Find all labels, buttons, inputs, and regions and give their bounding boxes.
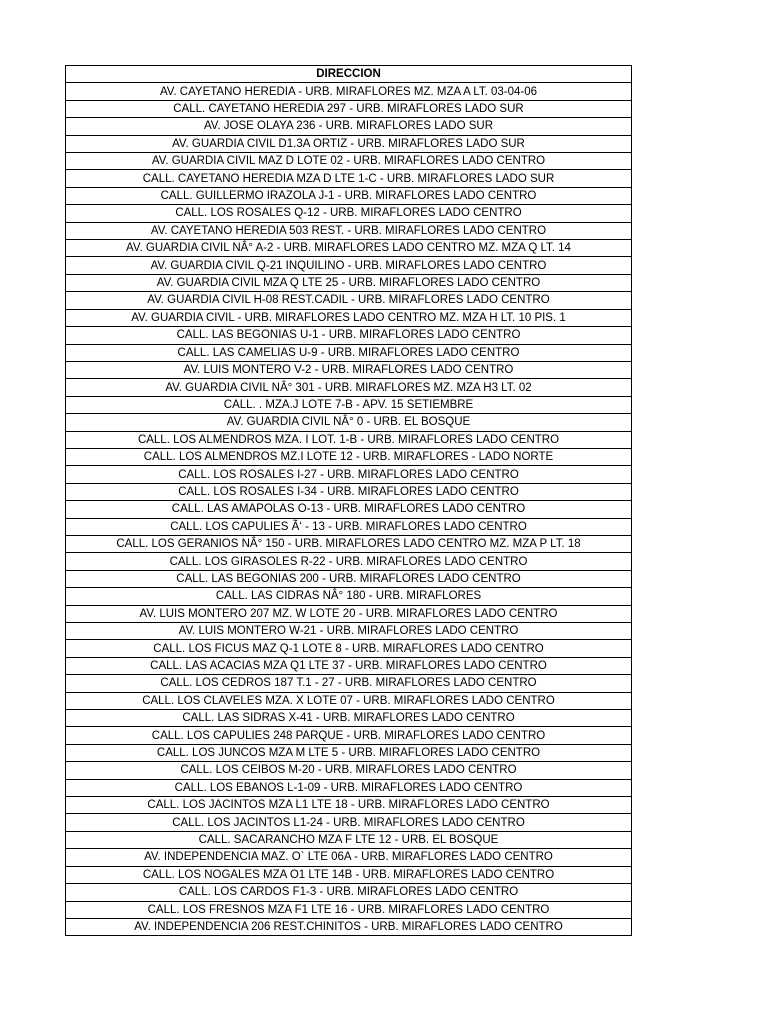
table-row [66,222,632,239]
address-cell: CALL. LOS JUNCOS MZA M LTE 5 - URB. MIRAFLORES LADO CENTRO [66,744,632,761]
table-row [66,605,632,622]
address-cell: AV. GUARDIA CIVIL - URB. MIRAFLORES LADO CENTRO MZ. MZA H LT. 10 PIS. 1 [66,309,632,326]
table-row [66,292,632,309]
table-row [66,501,632,518]
table-row [66,866,632,883]
address-cell: AV. JOSE OLAYA 236 - URB. MIRAFLORES LADO SUR [66,118,632,135]
table-row [66,466,632,483]
table-row [66,814,632,831]
table-row [66,153,632,170]
table-row [66,535,632,552]
table-row [66,361,632,378]
table-row [66,779,632,796]
table-row [66,744,632,761]
address-cell: CALL. LOS CEDROS 187 T.1 - 27 - URB. MIRAFLORES LADO CENTRO [66,675,632,692]
table-row [66,518,632,535]
address-cell: CALL. LOS CAPULIES Ã‘ - 13 - URB. MIRAFLORES LADO CENTRO [66,518,632,535]
table-row [66,205,632,222]
address-cell: AV. INDEPENDENCIA 206 REST.CHINITOS - URB. MIRAFLORES LADO CENTRO [66,918,632,935]
table-row [66,588,632,605]
address-cell: AV. LUIS MONTERO V-2 - URB. MIRAFLORES LADO CENTRO [66,361,632,378]
address-cell: AV. GUARDIA CIVIL NÂ° 301 - URB. MIRAFLORES MZ. MZA H3 LT. 02 [66,379,632,396]
address-cell: CALL. LOS ALMENDROS MZ.I LOTE 12 - URB. MIRAFLORES - LADO NORTE [66,448,632,465]
table-row [66,884,632,901]
table-row [66,710,632,727]
address-table-body [66,66,632,936]
address-cell: AV. CAYETANO HEREDIA - URB. MIRAFLORES MZ. MZA A LT. 03-04-06 [66,83,632,100]
table-row [66,692,632,709]
table-row [66,918,632,935]
table-row [66,831,632,848]
table-row [66,623,632,640]
address-cell: AV. GUARDIA CIVIL MZA Q LTE 25 - URB. MIRAFLORES LADO CENTRO [66,274,632,291]
table-row [66,187,632,204]
table-row [66,640,632,657]
table-row [66,327,632,344]
table-row [66,448,632,465]
address-cell: AV. GUARDIA CIVIL H-08 REST.CADIL - URB. MIRAFLORES LADO CENTRO [66,292,632,309]
table-row [66,553,632,570]
address-cell: AV. GUARDIA CIVIL MAZ D LOTE 02 - URB. MIRAFLORES LADO CENTRO [66,153,632,170]
address-cell: CALL. LOS CLAVELES MZA. X LOTE 07 - URB. MIRAFLORES LADO CENTRO [66,692,632,709]
address-cell: CALL. LAS AMAPOLAS O-13 - URB. MIRAFLORES LADO CENTRO [66,501,632,518]
address-cell: CALL. LOS NOGALES MZA O1 LTE 14B - URB. MIRAFLORES LADO CENTRO [66,866,632,883]
table-row [66,483,632,500]
table-row [66,901,632,918]
address-cell: CALL. . MZA.J LOTE 7-B - APV. 15 SETIEMBRE [66,396,632,413]
address-cell: CALL. LOS ROSALES I-27 - URB. MIRAFLORES LADO CENTRO [66,466,632,483]
table-row [66,657,632,674]
table-row [66,240,632,257]
address-cell: CALL. LOS JACINTOS MZA L1 LTE 18 - URB. MIRAFLORES LADO CENTRO [66,797,632,814]
address-cell: CALL. LOS GIRASOLES R-22 - URB. MIRAFLORES LADO CENTRO [66,553,632,570]
address-cell: AV. GUARDIA CIVIL NÂ° 0 - URB. EL BOSQUE [66,414,632,431]
address-cell: CALL. LAS ACACIAS MZA Q1 LTE 37 - URB. MIRAFLORES LADO CENTRO [66,657,632,674]
table-row [66,118,632,135]
address-cell: CALL. LOS CARDOS F1-3 - URB. MIRAFLORES LADO CENTRO [66,884,632,901]
table-row [66,100,632,117]
address-cell: CALL. LAS BEGONIAS 200 - URB. MIRAFLORES LADO CENTRO [66,570,632,587]
address-cell: CALL. LOS CEIBOS M-20 - URB. MIRAFLORES LADO CENTRO [66,762,632,779]
address-cell: CALL. LOS FICUS MAZ Q-1 LOTE 8 - URB. MIRAFLORES LADO CENTRO [66,640,632,657]
column-header-direccion: DIRECCION [66,66,632,83]
address-cell: CALL. LOS ALMENDROS MZA. I LOT. 1-B - URB. MIRAFLORES LADO CENTRO [66,431,632,448]
address-cell: CALL. LOS ROSALES I-34 - URB. MIRAFLORES LADO CENTRO [66,483,632,500]
table-row [66,309,632,326]
address-sheet [65,65,632,936]
address-cell: AV. GUARDIA CIVIL Q-21 INQUILINO - URB. MIRAFLORES LADO CENTRO [66,257,632,274]
address-cell: AV. GUARDIA CIVIL NÂ° A-2 - URB. MIRAFLORES LADO CENTRO MZ. MZA Q LT. 14 [66,240,632,257]
table-row [66,414,632,431]
table-row [66,83,632,100]
table-row [66,170,632,187]
table-row [66,257,632,274]
table-row [66,727,632,744]
table-header-row [66,66,632,83]
table-row [66,344,632,361]
address-cell: CALL. SACARANCHO MZA F LTE 12 - URB. EL BOSQUE [66,831,632,848]
address-cell: AV. LUIS MONTERO 207 MZ. W LOTE 20 - URB. MIRAFLORES LADO CENTRO [66,605,632,622]
address-cell: CALL. LOS GERANIOS NÂ° 150 - URB. MIRAFLORES LADO CENTRO MZ. MZA P LT. 18 [66,535,632,552]
address-cell: CALL. LAS CAMELIAS U-9 - URB. MIRAFLORES LADO CENTRO [66,344,632,361]
address-cell: CALL. GUILLERMO IRAZOLA J-1 - URB. MIRAFLORES LADO CENTRO [66,187,632,204]
table-row [66,849,632,866]
address-cell: CALL. LOS CAPULIES 248 PARQUE - URB. MIRAFLORES LADO CENTRO [66,727,632,744]
address-cell: AV. LUIS MONTERO W-21 - URB. MIRAFLORES LADO CENTRO [66,623,632,640]
address-cell: CALL. LAS BEGONIAS U-1 - URB. MIRAFLORES LADO CENTRO [66,327,632,344]
address-cell: CALL. LOS JACINTOS L1-24 - URB. MIRAFLORES LADO CENTRO [66,814,632,831]
address-cell: AV. GUARDIA CIVIL D1.3A ORTIZ - URB. MIRAFLORES LADO SUR [66,135,632,152]
table-row [66,274,632,291]
table-row [66,675,632,692]
address-cell: AV. INDEPENDENCIA MAZ. O` LTE 06A - URB. MIRAFLORES LADO CENTRO [66,849,632,866]
table-row [66,135,632,152]
table-row [66,379,632,396]
address-cell: CALL. CAYETANO HEREDIA MZA D LTE 1-C - URB. MIRAFLORES LADO SUR [66,170,632,187]
address-cell: CALL. LOS FRESNOS MZA F1 LTE 16 - URB. MIRAFLORES LADO CENTRO [66,901,632,918]
address-cell: CALL. LOS EBANOS L-1-09 - URB. MIRAFLORES LADO CENTRO [66,779,632,796]
table-row [66,797,632,814]
address-cell: CALL. CAYETANO HEREDIA 297 - URB. MIRAFLORES LADO SUR [66,100,632,117]
address-cell: CALL. LAS SIDRAS X-41 - URB. MIRAFLORES LADO CENTRO [66,710,632,727]
table-row [66,431,632,448]
address-cell: AV. CAYETANO HEREDIA 503 REST. - URB. MIRAFLORES LADO CENTRO [66,222,632,239]
address-table [65,65,632,936]
address-cell: CALL. LOS ROSALES Q-12 - URB. MIRAFLORES LADO CENTRO [66,205,632,222]
table-row [66,762,632,779]
address-cell: CALL. LAS CIDRAS NÂ° 180 - URB. MIRAFLORES [66,588,632,605]
table-row [66,396,632,413]
table-row [66,570,632,587]
